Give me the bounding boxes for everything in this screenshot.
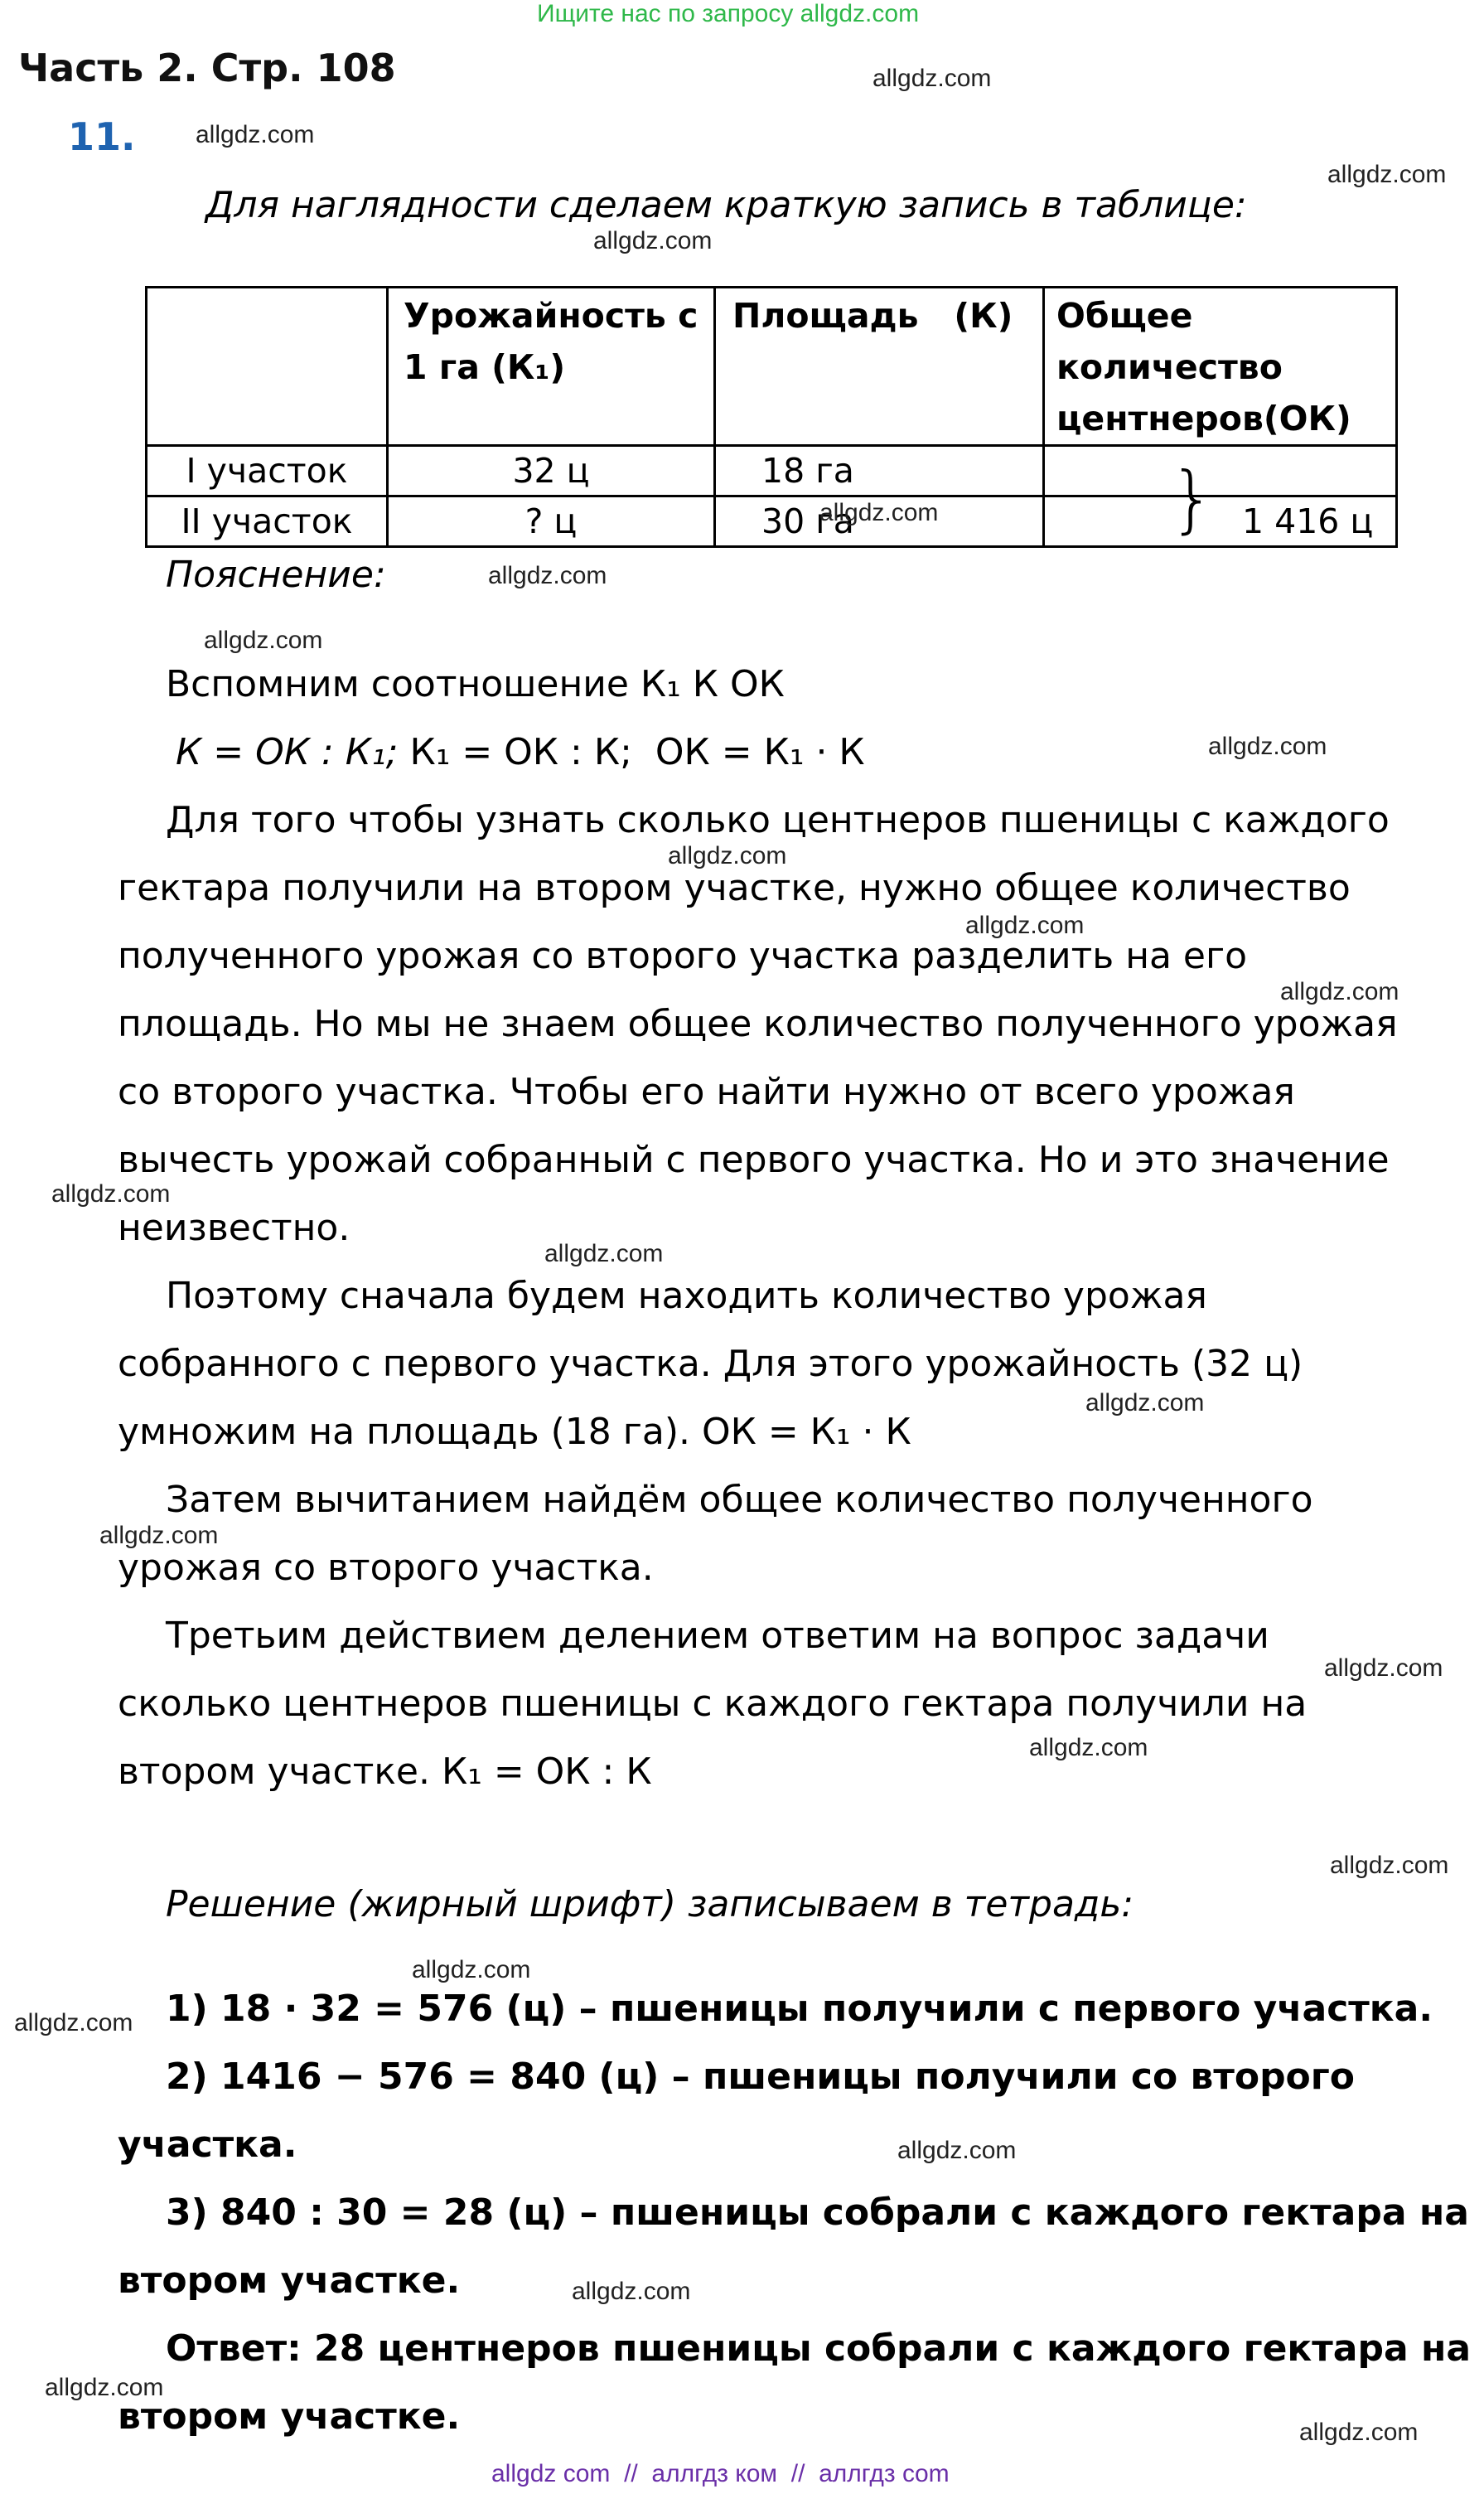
solution-line: 2) 1416 − 576 = 840 (ц) – пшеницы получили со второго xyxy=(166,2056,1356,2098)
solution-line: участка. xyxy=(118,2124,297,2166)
paragraph-line: Для того чтобы узнать сколько центнеров пшеницы с каждого xyxy=(166,799,1390,841)
watermark: allgdz.com xyxy=(196,121,315,148)
formula-italic: К = ОК : К₁; xyxy=(176,731,399,773)
watermark: allgdz.com xyxy=(572,2278,691,2305)
watermark: allgdz.com xyxy=(668,842,787,869)
watermark: allgdz.com xyxy=(897,2137,1017,2164)
watermark: allgdz.com xyxy=(14,2009,133,2036)
table-header-cell: Площадь (К) xyxy=(715,288,1044,446)
paragraph-line: вычесть урожай собранный с первого участка. Но и это значение xyxy=(118,1139,1390,1181)
table-header-cell: Общее количество центнеров(ОК) xyxy=(1044,288,1397,446)
watermark: allgdz.com xyxy=(1029,1734,1148,1761)
watermark: allgdz.com xyxy=(45,2374,164,2401)
solution-line: втором участке. xyxy=(118,2259,461,2302)
watermark: allgdz.com xyxy=(1324,1654,1443,1682)
watermark: allgdz.com xyxy=(593,227,713,254)
table-header-row xyxy=(147,288,1397,446)
watermark: allgdz.com xyxy=(1280,978,1399,1005)
paragraph-line: со второго участка. Чтобы его найти нужно от всего урожая xyxy=(118,1071,1295,1113)
watermark: allgdz.com xyxy=(965,912,1085,939)
watermark: allgdz.com xyxy=(1299,2419,1419,2446)
table-cell: II участок xyxy=(147,496,388,547)
table-cell xyxy=(1044,456,1397,547)
watermark: allgdz.com xyxy=(1208,733,1327,760)
footer-links: allgdz com // аллгдз ком // аллгдз com xyxy=(491,2460,950,2487)
table-cell xyxy=(1044,446,1397,496)
solution-line: 3) 840 : 30 = 28 (ц) – пшеницы собрали с каждого гектара на xyxy=(166,2191,1469,2234)
paragraph-line: урожая со второго участка. xyxy=(118,1547,654,1589)
task-number: 11. xyxy=(68,114,136,159)
table-header-cell: Урожайность с 1 га (К₁) xyxy=(388,288,715,446)
intro-text: Для наглядности сделаем краткую запись в таблице: xyxy=(205,184,1247,226)
solution-line: 1) 18 · 32 = 576 (ц) – пшеницы получили с первого участка. xyxy=(166,1988,1433,2030)
table-cell: I участок xyxy=(147,446,388,496)
explanation-label: Пояснение: xyxy=(166,554,386,596)
watermark: allgdz.com xyxy=(1085,1389,1205,1416)
watermark: allgdz.com xyxy=(1327,161,1447,188)
top-banner: Ищите нас по запросу allgdz.com xyxy=(537,0,920,27)
table-cell: 30 га xyxy=(715,496,1044,547)
watermark: allgdz.com xyxy=(51,1180,171,1208)
answer-line: втором участке. xyxy=(118,2395,461,2438)
paragraph-line: втором участке. К₁ = ОК : К xyxy=(118,1751,652,1793)
paragraph-line: полученного урожая со второго участка разделить на его xyxy=(118,935,1248,977)
table-cell: ? ц xyxy=(388,496,715,547)
watermark: allgdz.com xyxy=(99,1522,219,1549)
paragraph-line: неизвестно. xyxy=(118,1207,350,1249)
paragraph-line: сколько центнеров пшеницы с каждого гектара получили на xyxy=(118,1683,1308,1725)
watermark: allgdz.com xyxy=(873,65,992,92)
paragraph-line: гектара получили на втором участке, нужно общее количество xyxy=(118,867,1351,909)
formula-line xyxy=(176,731,865,773)
data-table xyxy=(145,286,1398,548)
paragraph-line: Поэтому сначала будем находить количество урожая xyxy=(166,1275,1207,1317)
paragraph-line: Затем вычитанием найдём общее количество полученного xyxy=(166,1479,1313,1521)
table-header-cell xyxy=(147,288,388,446)
watermark: allgdz.com xyxy=(544,1240,664,1267)
watermark: allgdz.com xyxy=(488,562,607,589)
paragraph-line: Третьим действием делением ответим на вопрос задачи xyxy=(166,1615,1269,1657)
paragraph-line: умножим на площадь (18 га). ОК = К₁ · К xyxy=(118,1411,911,1453)
watermark: allgdz.com xyxy=(412,1956,531,1983)
table-cell: 32 ц xyxy=(388,446,715,496)
watermark: allgdz.com xyxy=(1330,1852,1449,1879)
watermark: allgdz.com xyxy=(819,499,939,526)
table-row xyxy=(147,496,1397,547)
brace-symbol: } xyxy=(1169,456,1216,541)
table-cell: 18 га xyxy=(715,446,1044,496)
total-value: 1 416 ц xyxy=(1242,501,1374,541)
watermark: allgdz.com xyxy=(204,627,323,654)
formula-plain: К₁ = ОК : К; ОК = К₁ · К xyxy=(409,731,865,773)
solution-label: Решение (жирный шрифт) записываем в тетрадь: xyxy=(166,1883,1134,1925)
paragraph-line: собранного с первого участка. Для этого урожайность (32 ц) xyxy=(118,1343,1303,1385)
relation-line: Вспомним соотношение К₁ К ОК xyxy=(166,663,785,705)
page-title: Часть 2. Стр. 108 xyxy=(18,46,396,90)
answer-line: Ответ: 28 центнеров пшеницы собрали с каждого гектара на xyxy=(166,2327,1472,2370)
paragraph-line: площадь. Но мы не знаем общее количество полученного урожая xyxy=(118,1003,1398,1045)
